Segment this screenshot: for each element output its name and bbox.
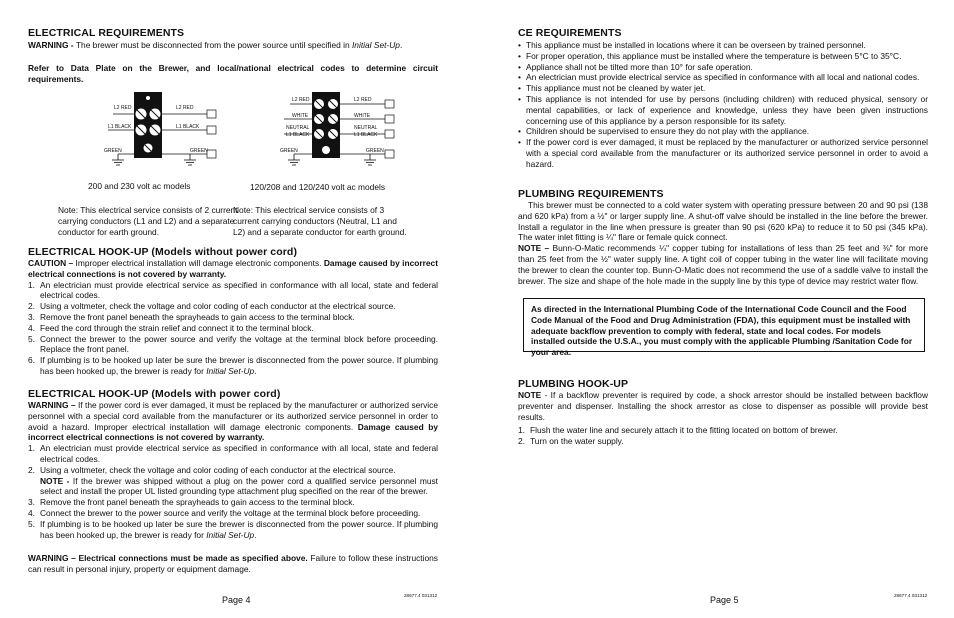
plumbing-note: NOTE – Bunn-O-Matic recommends ¼" copper tubing for installations of less than 25 feet and ⅜" for more than 25 feet from the ½" water supply line. A tight coil of copper tubing in the water line will facilitate moving the brewer to clean the counter top. Bunn-O-Matic does not recommend the use of a saddle valve to install the brewer. The size and shape of the hole made in the supply line by this type of device may restrict water flow. [518, 243, 928, 286]
data-plate-instruction: Refer to Data Plate on the Brewer, and local/national electrical codes to determine circuit requirements. [28, 63, 438, 84]
hookup-without-cord-heading: ELECTRICAL HOOK-UP (Models without power cord) [28, 246, 298, 258]
list-item: • Children should be supervised to ensure they do not play with the appliance. [518, 126, 810, 137]
plumbing-paragraph: This brewer must be connected to a cold water system with operating pressure between 20 and 90 psi (138 and 620 kPa) from a ½" or larger supply line. A shut-off valve should be installed in the line before the brewer. Install a regulator in the line when pressure is greater than 90 psi (620 kPa) to reduce it to 50 psi (345 kPa). The water inlet fitting is ¼" flare or female quick connect. [518, 200, 928, 243]
list-item: • This appliance is not intended for use by persons (including children) with reduced physical, sensory or mental capabilities, or lack of experience and knowledge, unless they have been given instructions concerning use of this appliance by a person responsible for its safety. [518, 93, 928, 126]
diagram2-green-right: GREEN [366, 148, 384, 154]
left-page [28, 0, 438, 618]
ce-requirements-heading: CE REQUIREMENTS [518, 27, 622, 39]
list-item: 4. Feed the cord through the strain relief and connect it to the terminal block. [28, 322, 314, 333]
diagram1-l1-right: L1 BLACK [176, 124, 200, 130]
diagram2-white-left: WHITE [292, 113, 309, 119]
page-number: Page 5 [710, 595, 739, 605]
hookup-with-cord-heading: ELECTRICAL HOOK-UP (Models with power cord) [28, 388, 281, 400]
list-item: • This appliance must be installed in locations where it can be overseen by trained personnel. [518, 40, 866, 50]
diagram2-caption: 120/208 and 120/240 volt ac models [250, 182, 386, 192]
hookup-with-cord-steps [28, 443, 438, 540]
list-item: 1. Flush the water line and securely attach it to the fitting located on bottom of brewer. [518, 425, 838, 435]
diagram1-green-left: GREEN [104, 148, 122, 154]
diagram2-l2-right: L2 RED [354, 97, 372, 103]
diagram2-note: Note: This electrical service consists of 3 current carrying conductors (Neutral, L1 and L2) and a separate conductor for earth ground. [233, 205, 407, 237]
list-item: • This appliance must not be cleaned by water jet. [518, 83, 706, 94]
diagram2-l1-left: L1 BLACK [286, 132, 310, 138]
document-code: 28677.4 031312 [404, 592, 438, 598]
list-item: 5. Connect the brewer to the power source and verify the voltage at the terminal block before proceeding. Replace the front panel. [28, 333, 438, 355]
list-item: • An electrician must provide electrical service as specified in conformance with all local and national codes. [518, 72, 920, 83]
diagram1-caption: 200 and 230 volt ac models [88, 181, 191, 191]
list-item: 3. Remove the front panel beneath the sprayheads to gain access to the terminal block. [28, 497, 355, 508]
caution-paragraph: CAUTION – Improper electrical installation will damage electronic components. Damage caused by incorrect electrical connections is not covered by warranty. [28, 258, 438, 279]
diagram2-neutral-right: NEUTRAL [354, 125, 378, 131]
list-item: 1. An electrician must provide electrical service as specified in conformance with all local, state and federal electrical codes. [28, 443, 438, 464]
diagram1-note: Note: This electrical service consists of 2 current carrying conductors (L1 and L2) and a separate conductor for earth ground. [58, 205, 238, 237]
list-item: 5. If plumbing is to be hooked up later be sure the brewer is disconnected from the power source. If plumbing has been hooked up, the brewer is ready for Initial Set-Up. [28, 518, 438, 540]
list-item: 4. Connect the brewer to the power source and verify the voltage at the terminal block before proceeding. [28, 507, 421, 518]
plumbing-hookup-note: NOTE - If a backflow preventer is required by code, a shock arrestor should be installed between backflow preventer and dispenser. Installing the shock arrestor as close to dispenser as possible will provide best results. [518, 390, 928, 422]
wire-connectors [385, 100, 394, 158]
list-item: 1. An electrician must provide electrical service as specified in conformance with all local, state and federal electrical codes. [28, 279, 438, 301]
cord-warning-paragraph: WARNING – If the power cord is ever damaged, it must be replaced by the manufacturer or authorized service personnel with a special cord available from the manufacturer or its authorized service personnel in order to avoid a hazard. Improper electrical installation will damage electronic components. Damage caused by incorrect electrical connections is not covered by warranty. [28, 400, 438, 443]
list-item: 2. Using a voltmeter, check the voltage and color coding of each conductor at the electrical source. [28, 301, 396, 312]
electrical-warning: WARNING - The brewer must be disconnected from the power source until specified in Initial Set-Up. [28, 40, 403, 50]
hookup-without-cord-body [28, 258, 438, 377]
list-item: 6. If plumbing is to be hooked up later be sure the brewer is disconnected from the power source. If plumbing has been hooked up, the brewer is ready for Initial Set-Up. [28, 355, 438, 376]
wiring-diagram-two-wire [78, 90, 228, 168]
hookup-with-cord-body [28, 400, 438, 540]
diagram1-l1-left: L1 BLACK [108, 124, 132, 130]
list-item: 2. Turn on the water supply. [518, 435, 624, 446]
list-item: 2. Using a voltmeter, check the voltage and color coding of each conductor at the electrical source. NOTE - If the brewer was shipped without a plug on the power cord a qualified service personnel must select and install the proper UL listed grounding type attachment plug specified on the rear of the brewer. [28, 464, 438, 497]
list-item: 3. Remove the front panel beneath the sprayheads to gain access to the terminal block. [28, 311, 355, 322]
plumbing-hookup-steps [518, 425, 928, 447]
ce-requirements-list [518, 40, 928, 170]
diagram2-l1-right: L1 BLACK [354, 132, 378, 138]
list-item: • For proper operation, this appliance must be installed where the temperature is between 5°C to 35°C. [518, 50, 902, 61]
diagram1-l2-left: L2 RED [114, 105, 132, 111]
page-number: Page 4 [222, 595, 251, 605]
document-code: 28677.4 031312 [894, 592, 928, 598]
list-item: • Appliance shall not be tilted more than 10° for safe operation. [518, 61, 753, 72]
diagram2-green-left: GREEN [280, 148, 298, 154]
diagram1-l2-right: L2 RED [176, 105, 194, 111]
plumbing-requirements-body [518, 200, 928, 286]
diagram2-neutral-left: NEUTRAL [286, 125, 310, 131]
diagram2-white-right: WHITE [354, 113, 371, 119]
diagram1-green-right: GREEN [190, 148, 208, 154]
plumbing-requirements-heading: PLUMBING REQUIREMENTS [518, 188, 664, 200]
list-item: • If the power cord is ever damaged, it must be replaced by the manufacturer or authorized service personnel with a special cord available from the manufacturer or its authorized service personnel in order to avoid a hazard. [518, 137, 928, 169]
wiring-diagram-three-wire [254, 90, 404, 168]
diagram2-l2-left: L2 RED [292, 97, 310, 103]
wire-connectors [207, 110, 216, 158]
backflow-notice-box: As directed in the International Plumbing Code of the International Code Council and the Food Code Manual of the Food and Drug Administration (FDA), this equipment must be installed with adequate backflow prevention to comply with federal, state and local codes. For models installed outside the U.S.A., you must comply with the applicable Plumbing /Sanitation Code for your area. [523, 298, 925, 352]
plumbing-hookup-heading: PLUMBING HOOK-UP [518, 378, 629, 390]
hookup-without-cord-steps [28, 280, 438, 377]
final-electrical-warning: WARNING – Electrical connections must be made as specified above. Failure to follow these instructions can result in personal injury, property or equipment damage. [28, 553, 438, 574]
right-page [518, 0, 928, 618]
electrical-requirements-heading: ELECTRICAL REQUIREMENTS [28, 27, 185, 39]
